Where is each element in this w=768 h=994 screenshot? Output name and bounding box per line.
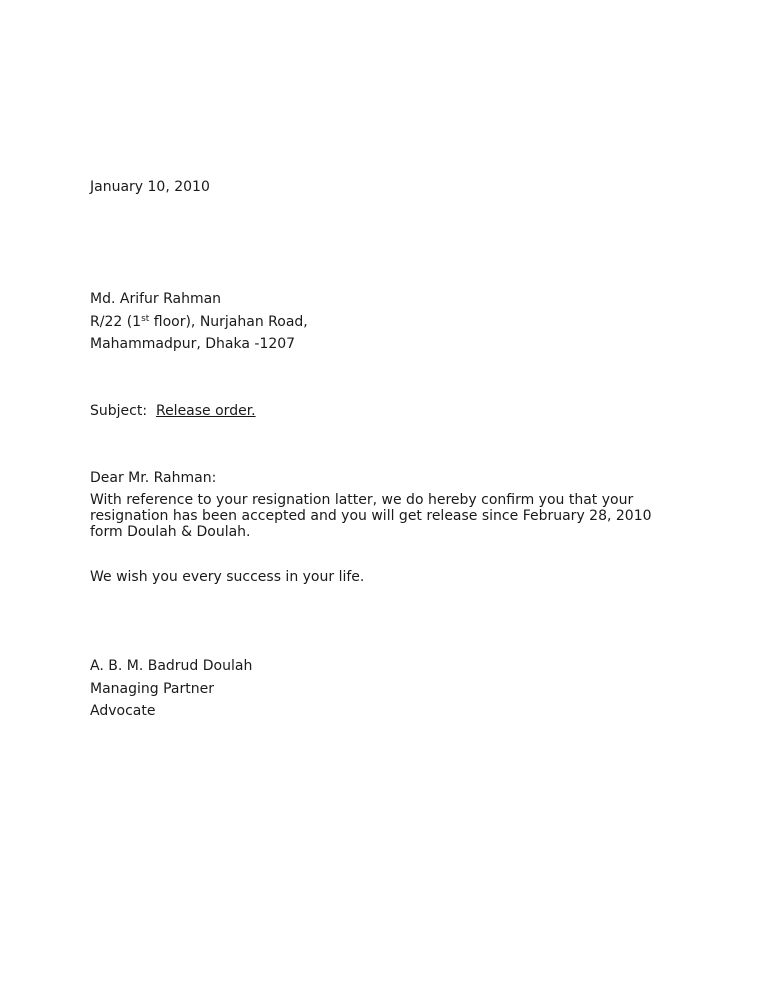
body-paragraph-2: We wish you every success in your life.	[90, 569, 365, 585]
letter-date: January 10, 2010	[90, 179, 210, 195]
address-line1-superscript: st	[141, 314, 150, 324]
signature-title: Managing Partner	[90, 681, 214, 697]
recipient-name: Md. Arifur Rahman	[90, 291, 222, 307]
signature-name: A. B. M. Badrud Doulah	[90, 658, 253, 674]
recipient-address-line2: Mahammadpur, Dhaka -1207	[90, 336, 296, 352]
subject-label: Subject:	[90, 403, 148, 419]
subject-text: Release order.	[155, 403, 256, 419]
salutation: Dear Mr. Rahman:	[90, 470, 217, 486]
address-line1-prefix: R/22 (1	[90, 314, 142, 330]
address-line1-suffix: floor), Nurjahan Road,	[149, 314, 308, 330]
signature-role: Advocate	[90, 703, 156, 719]
recipient-address-line1	[90, 314, 308, 330]
body-paragraph-1	[90, 492, 670, 540]
body-line: With reference to your resignation latter, we do hereby confirm you that your	[90, 492, 634, 508]
body-line: resignation has been accepted and you will get release since February 28, 2010	[90, 508, 652, 524]
body-line: form Doulah & Doulah.	[90, 524, 251, 540]
subject-line	[90, 403, 256, 419]
